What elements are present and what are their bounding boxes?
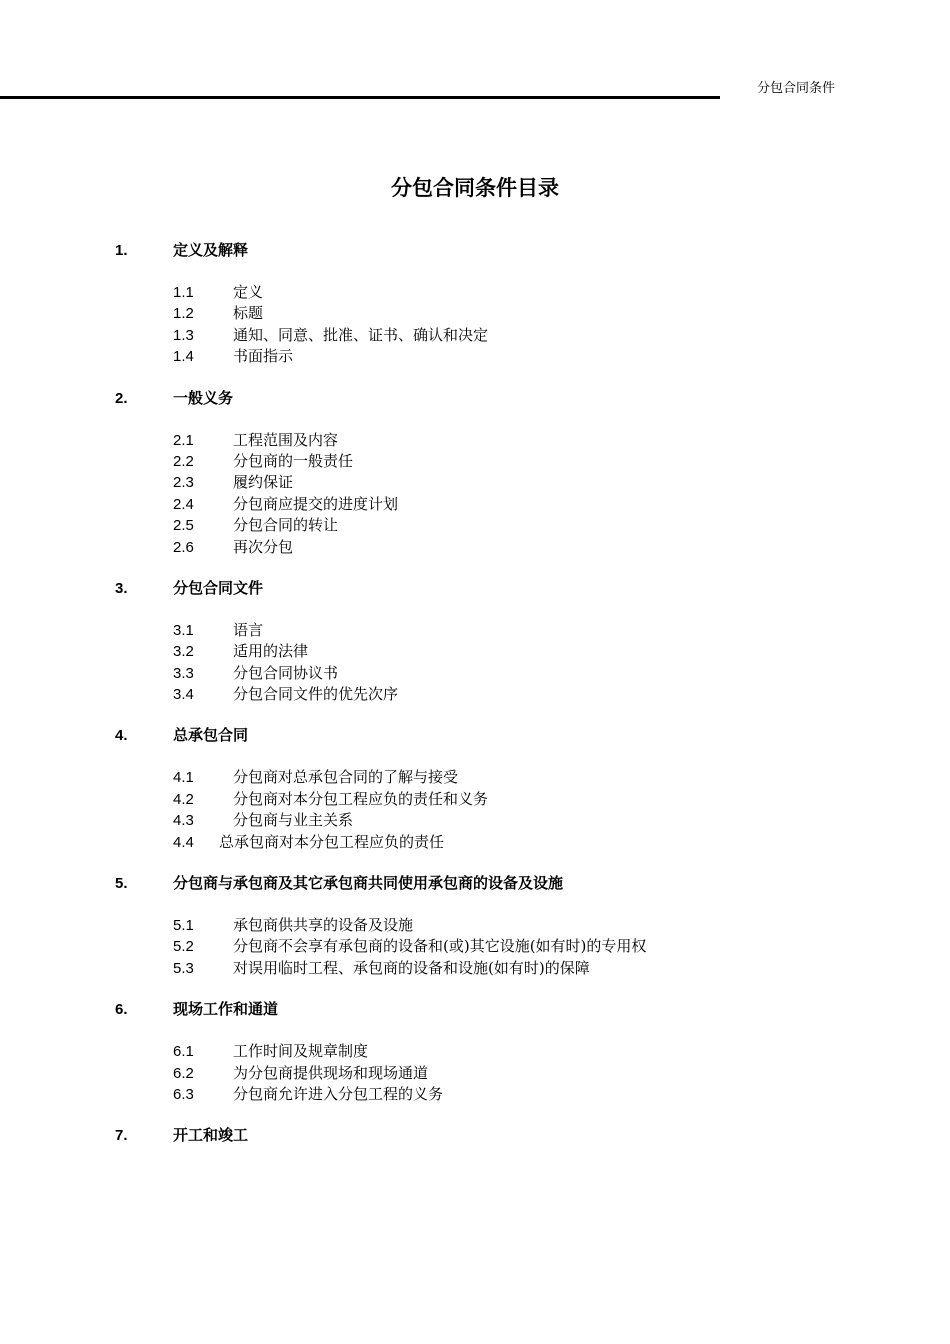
item-number: 4.2: [173, 790, 194, 808]
toc-item: [115, 641, 835, 662]
item-title: 分包合同文件的优先次序: [233, 685, 399, 704]
toc-item: [115, 810, 835, 831]
toc-section: [115, 999, 835, 1105]
toc-item: [115, 1041, 835, 1062]
section-heading: [115, 578, 835, 599]
item-title: 对误用临时工程、承包商的设备和设施(如有时)的保障: [233, 958, 590, 977]
item-title: 分包商不会享有承包商的设备和(或)其它设施(如有时)的专用权: [233, 937, 647, 956]
section-number: 4.: [115, 727, 128, 745]
section-title: 分包商与承包商及其它承包商共同使用承包商的设备及设施: [173, 874, 564, 893]
item-title: 分包商应提交的进度计划: [233, 494, 399, 513]
item-number: 4.3: [173, 812, 194, 830]
item-title: 适用的法律: [233, 642, 309, 661]
section-heading: [115, 873, 835, 894]
item-number: 5.3: [173, 959, 194, 977]
running-header-title: 分包合同条件: [756, 81, 835, 96]
item-title: 分包商与业主关系: [233, 811, 354, 830]
item-title: 工程范围及内容: [233, 430, 339, 449]
section-heading: [115, 1125, 835, 1146]
item-number: 4.4: [173, 833, 194, 851]
toc-section: [115, 578, 835, 706]
section-gap: [115, 853, 835, 873]
item-number: 6.3: [173, 1085, 194, 1103]
item-title: 定义: [233, 283, 264, 301]
section-number: 3.: [115, 579, 128, 597]
toc-section: [115, 240, 835, 368]
toc-item: [115, 537, 835, 558]
item-number: 2.2: [173, 452, 194, 470]
item-number: 5.1: [173, 917, 194, 935]
toc-section: [115, 388, 835, 558]
item-number: 1.4: [173, 348, 194, 366]
toc-item: [115, 620, 835, 641]
toc-item: [115, 832, 835, 853]
item-number: 4.1: [173, 769, 194, 787]
toc-item: [115, 1063, 835, 1084]
item-number: 3.4: [173, 686, 194, 704]
toc-item: [115, 303, 835, 324]
item-title: 分包商允许进入分包工程的义务: [233, 1084, 444, 1103]
section-gap: [115, 705, 835, 725]
item-title: 再次分包: [233, 537, 294, 556]
section-title: 开工和竣工: [173, 1126, 249, 1145]
item-title: 分包商对本分包工程应负的责任和义务: [233, 789, 489, 808]
section-items: [115, 282, 835, 368]
toc-item: [115, 430, 835, 451]
toc-item: [115, 515, 835, 536]
section-items: [115, 915, 835, 979]
toc-item: [115, 346, 835, 367]
item-number: 6.1: [173, 1043, 194, 1061]
section-title: 分包合同文件: [173, 578, 264, 597]
section-heading: [115, 388, 835, 409]
toc-item: [115, 494, 835, 515]
toc-section: [115, 1125, 835, 1146]
section-number: 6.: [115, 1001, 128, 1019]
item-number: 1.1: [173, 284, 194, 301]
toc-item: [115, 915, 835, 936]
table-of-contents: [115, 240, 835, 1146]
item-number: 2.1: [173, 431, 194, 449]
item-title: 分包合同协议书: [233, 663, 339, 682]
item-title: 履约保证: [233, 473, 294, 492]
toc-item: [115, 325, 835, 346]
item-title: 分包合同的转让: [233, 516, 339, 535]
toc-item: [115, 663, 835, 684]
section-items: [115, 430, 835, 558]
toc-item: [115, 451, 835, 472]
section-number: 1.: [115, 242, 128, 259]
toc-item: [115, 936, 835, 957]
section-items: [115, 767, 835, 853]
item-number: 1.2: [173, 305, 194, 323]
item-title: 标题: [233, 304, 264, 323]
item-number: 3.3: [173, 664, 194, 682]
toc-item: [115, 789, 835, 810]
section-number: 2.: [115, 389, 128, 407]
toc-item: [115, 282, 835, 303]
item-number: 2.5: [173, 517, 194, 535]
item-number: 3.2: [173, 643, 194, 661]
section-heading: [115, 240, 835, 261]
item-title: 承包商供共享的设备及设施: [233, 916, 414, 935]
section-number: 5.: [115, 875, 128, 893]
section-gap: [115, 558, 835, 578]
section-title: 一般义务: [173, 388, 234, 407]
item-number: 2.3: [173, 474, 194, 492]
toc-item: [115, 1084, 835, 1105]
section-heading: [115, 725, 835, 746]
item-number: 2.4: [173, 495, 194, 513]
toc-item: [115, 958, 835, 979]
section-gap: [115, 368, 835, 388]
section-number: 7.: [115, 1127, 128, 1145]
item-number: 6.2: [173, 1064, 194, 1082]
toc-section: [115, 725, 835, 853]
item-number: 5.2: [173, 938, 194, 956]
item-number: 2.6: [173, 538, 194, 556]
document-title: 分包合同条件目录: [391, 176, 559, 200]
section-gap: [115, 979, 835, 999]
item-title: 总承包商对本分包工程应负的责任: [219, 832, 445, 851]
toc-section: [115, 873, 835, 979]
item-title: 为分包商提供现场和现场通道: [233, 1063, 429, 1082]
item-title: 书面指示: [233, 347, 294, 366]
toc-item: [115, 684, 835, 705]
item-number: 3.1: [173, 621, 194, 639]
section-title: 总承包合同: [173, 726, 249, 745]
section-title: 定义及解释: [173, 241, 249, 259]
item-number: 1.3: [173, 326, 194, 344]
item-title: 分包商对总承包合同的了解与接受: [233, 768, 459, 787]
item-title: 语言: [233, 620, 264, 639]
header-rule: [0, 96, 720, 99]
section-items: [115, 620, 835, 706]
section-title: 现场工作和通道: [173, 1000, 279, 1019]
item-title: 分包商的一般责任: [233, 451, 354, 470]
toc-item: [115, 767, 835, 788]
section-gap: [115, 1105, 835, 1125]
item-title: 工作时间及规章制度: [233, 1042, 369, 1061]
section-heading: [115, 999, 835, 1020]
item-title: 通知、同意、批准、证书、确认和决定: [233, 325, 489, 344]
section-items: [115, 1041, 835, 1105]
toc-item: [115, 472, 835, 493]
